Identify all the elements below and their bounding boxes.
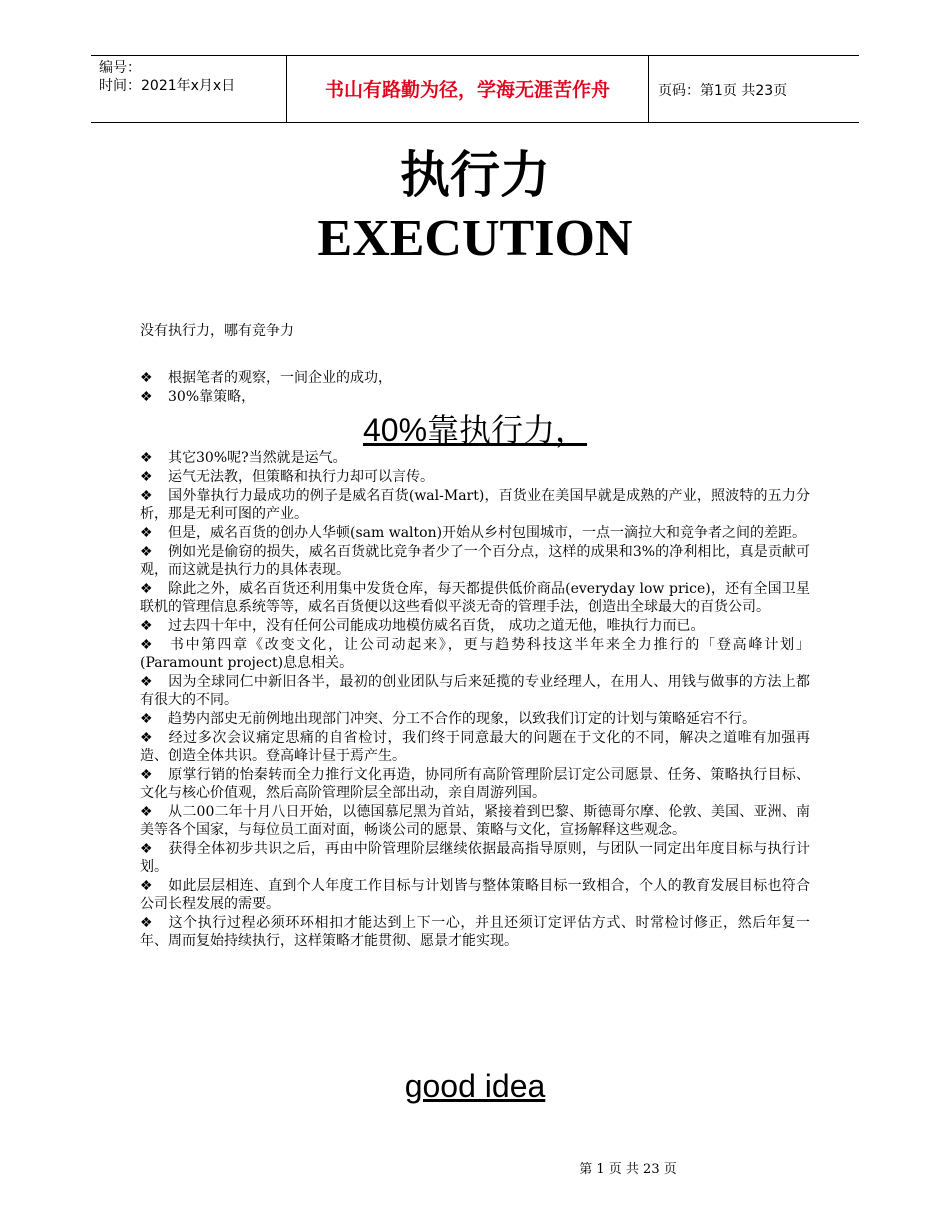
bullet-text: 根据笔者的观察，一间企业的成功， [168, 370, 392, 386]
bullet-diamond-icon: ❖ [140, 730, 153, 746]
bullet-diamond-icon: ❖ [140, 674, 153, 690]
paragraph: ❖ 原掌行销的怡秦转而全力推行文化再造，协同所有高阶管理阶层订定公司愿景、任务、策略执行目标、文化与核心价值观，然后高阶管理阶层全部出动，亲自周游列国。 [140, 767, 810, 801]
paragraph: ❖ 从二00二年十月八日开始，以德国慕尼黑为首站，紧接着到巴黎、斯德哥尔摩、伦敦、美国、亚洲、南美等各个国家，与每位员工面对面，畅谈公司的愿景、策略与文化，宣扬解释这些观念。 [140, 804, 810, 838]
time-label: 时间：2021年x月x日 [99, 78, 236, 94]
paragraph: ❖ 因为全球同仁中新旧各半，最初的创业团队与后来延揽的专业经理人，在用人、用钱与做事的方法上都有很大的不同。 [140, 674, 810, 708]
closing-text: good idea [404, 1068, 546, 1104]
paragraph: ❖ 获得全体初步共识之后，再由中阶管理阶层继续依据最高指导原则，与团队一同定出年度目标与执行计划。 [140, 841, 810, 875]
closing-line [0, 1064, 950, 1108]
body-paragraphs [140, 449, 810, 951]
bullet-diamond-icon: ❖ [140, 767, 153, 783]
title-chinese: 执行力 [400, 146, 550, 204]
paragraph: ❖ 过去四十年中，没有任何公司能成功地模仿威名百货， 成功之道无他，唯执行力而已。 [140, 618, 705, 634]
paragraph: ❖ 这个执行过程必须环环相扣才能达到上下一心，并且还须订定评估方式、时常检讨修正，然后年复一年、周而复始持续执行，这样策略才能贯彻、愿景才能实现。 [140, 915, 810, 949]
bullet-diamond-icon: ❖ [140, 841, 153, 857]
paragraph: ❖ 如此层层相连、直到个人年度工作目标与计划皆与整体策略目标一致相合，个人的教育发展目标也符合公司长程发展的需要。 [140, 878, 810, 912]
bullet-item [140, 369, 392, 387]
paragraph: ❖ 运气无法教，但策略和执行力却可以言传。 [140, 469, 434, 485]
header-meta [99, 59, 235, 95]
number-label: 编号： [99, 60, 141, 76]
bullet-diamond-icon: ❖ [140, 544, 153, 560]
bullet-diamond-icon: ❖ [140, 370, 153, 386]
paragraph: ❖ 但是，威名百货的创办人华顿(sam walton)开始从乡村包围城市，一点一滴拉大和竞争者之间的差距。 [140, 525, 807, 541]
highlight-text: 40%靠执行力， [362, 412, 588, 448]
header-divider [648, 56, 649, 122]
bullet-diamond-icon: ❖ [140, 804, 153, 820]
bullet-diamond-icon: ❖ [140, 581, 153, 597]
paragraph: ❖ 趋势内部史无前例地出现部门冲突、分工不合作的现象，以致我们订定的计划与策略延宕不行。 [140, 711, 756, 727]
paragraph: ❖ 例如光是偷窃的损失，威名百货就比竞争者少了一个百分点，这样的成果和3%的净利相比，真是贡献可观，而这就是执行力的具体表现。 [140, 544, 810, 578]
header-table [91, 55, 859, 123]
header-page-info: 页码：第1页 共23页 [658, 83, 788, 99]
paragraph: ❖ 书中第四章《改变文化，让公司动起来》，更与趋势科技这半年来全力推行的「登高峰计划」(Paramount project)息息相关。 [140, 637, 810, 671]
paragraph: ❖ 经过多次会议痛定思痛的自省检讨，我们终于同意最大的问题在于文化的不同，解决之道唯有加强再造、创造全体共识。登高峰计昼于焉产生。 [140, 730, 810, 764]
bullet-diamond-icon: ❖ [140, 711, 153, 727]
header-motto: 书山有路勤为径，学海无涯苦作舟 [324, 79, 610, 101]
paragraph: ❖ 国外靠执行力最成功的例子是威名百货(wal-Mart)，百货业在美国早就是成熟的产业，照波特的五力分析，那是无利可图的产业。 [140, 488, 810, 522]
bullet-diamond-icon: ❖ [140, 469, 153, 485]
paragraph: ❖ 其它30%呢?当然就是运气。 [140, 450, 347, 466]
bullet-diamond-icon: ❖ [140, 878, 153, 894]
bullet-diamond-icon: ❖ [140, 389, 153, 405]
intro-line: 没有执行力，哪有竞争力 [140, 323, 294, 339]
page-footer: 第 1 页 共 23 页 [579, 1162, 677, 1177]
bullet-diamond-icon: ❖ [140, 915, 153, 931]
paragraph: ❖ 除此之外，威名百货还利用集中发货仓库，每天都提供低价商品(everyday low price)，还有全国卫星联机的管理信息系统等等，威名百货便以这些看似平淡无奇的管理手法，创造出全球最大的百货公司。 [140, 581, 810, 615]
bullet-diamond-icon: ❖ [140, 450, 153, 466]
bullet-item [140, 388, 255, 406]
bullet-diamond-icon: ❖ [140, 618, 153, 634]
bullet-diamond-icon: ❖ [140, 637, 153, 653]
title-english: EXECUTION [317, 210, 633, 267]
bullet-diamond-icon: ❖ [140, 488, 153, 504]
highlight-line [0, 410, 950, 450]
bullet-text: 30%靠策略， [168, 389, 256, 405]
bullet-diamond-icon: ❖ [140, 525, 153, 541]
